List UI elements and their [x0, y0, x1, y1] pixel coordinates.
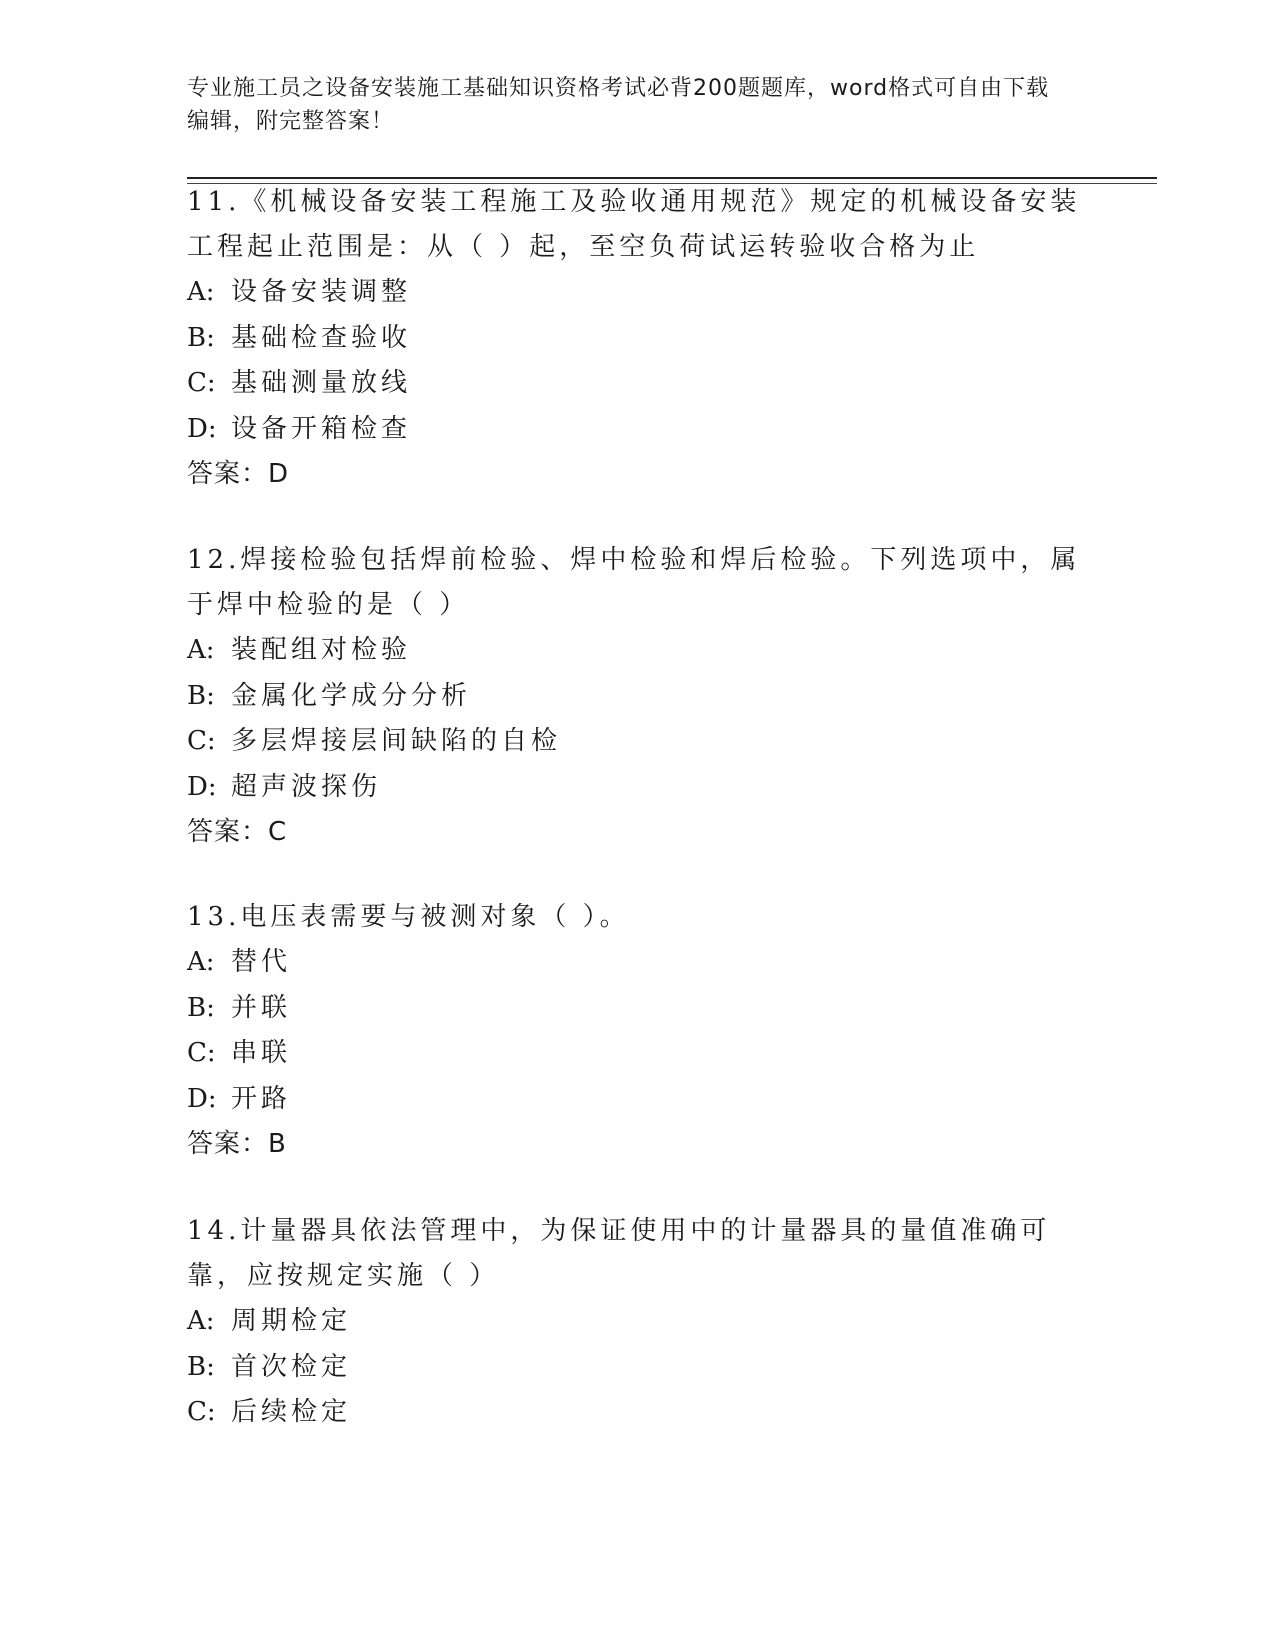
option-text: 并联 [231, 992, 292, 1023]
option-b [187, 674, 1087, 720]
option-d [187, 407, 1087, 453]
option-text: 基础测量放线 [231, 368, 412, 398]
option-text: 周期检定 [231, 1306, 352, 1336]
option-text: 替代 [231, 947, 292, 977]
header-divider-thick [187, 177, 1157, 179]
option-c [187, 361, 1087, 407]
question-text: 12.焊接检验包括焊前检验、焊中检验和焊后检验。下列选项中，属于焊中检验的是（ ） [187, 545, 1081, 620]
question-text: 13.电压表需要与被测对象（ ）。 [187, 902, 630, 932]
option-text: 装配组对检验 [231, 635, 412, 665]
question-text: 11.《机械设备安装工程施工及验收通用规范》规定的机械设备安装工程起止范围是：从（ ）起，至空负荷试运转验收合格为止 [187, 187, 1081, 262]
document-header: 专业施工员之设备安装施工基础知识资格考试必背200题题库，word格式可自由下载编辑，附完整答案！ [187, 76, 1050, 134]
option-letter: C: [187, 1397, 216, 1427]
question-11 [187, 180, 1087, 497]
option-c [187, 1390, 1087, 1436]
option-d [187, 1077, 1087, 1123]
question-14 [187, 1209, 1087, 1436]
option-letter: C: [187, 1038, 216, 1068]
option-text: 首次检定 [231, 1351, 352, 1382]
option-text: 基础检查验收 [231, 322, 412, 353]
answer-line: 答案：D [187, 459, 290, 489]
option-text: 设备开箱检查 [231, 413, 412, 444]
option-text: 多层焊接层间缺陷的自检 [231, 726, 562, 756]
option-b [187, 1345, 1087, 1391]
option-c [187, 719, 1087, 765]
answer-line: 答案：C [187, 817, 288, 847]
option-letter: A: [187, 947, 215, 977]
document-page [187, 0, 1157, 1650]
option-c [187, 1031, 1087, 1077]
option-d [187, 765, 1087, 811]
option-letter: A: [187, 277, 215, 307]
option-letter: D: [187, 1083, 217, 1114]
option-text: 串联 [231, 1038, 292, 1068]
option-a [187, 1299, 1087, 1345]
option-letter: B: [187, 1351, 215, 1382]
option-letter: C: [187, 726, 216, 756]
option-b [187, 316, 1087, 362]
option-letter: A: [187, 1306, 215, 1336]
option-text: 后续检定 [231, 1397, 352, 1427]
question-text: 14.计量器具依法管理中，为保证使用中的计量器具的量值准确可靠，应按规定实施（ ） [187, 1216, 1051, 1291]
option-letter: D: [187, 771, 217, 802]
option-letter: C: [187, 368, 216, 398]
option-letter: B: [187, 680, 215, 711]
option-a [187, 628, 1087, 674]
option-text: 开路 [231, 1083, 292, 1114]
option-a [187, 270, 1087, 316]
option-text: 超声波探伤 [231, 771, 382, 802]
option-text: 设备安装调整 [231, 277, 412, 307]
option-letter: B: [187, 992, 215, 1023]
option-letter: B: [187, 322, 215, 353]
option-text: 金属化学成分分析 [231, 680, 472, 711]
question-12 [187, 538, 1087, 855]
option-letter: A: [187, 635, 215, 665]
option-b [187, 986, 1087, 1032]
option-a [187, 940, 1087, 986]
option-letter: D: [187, 413, 217, 444]
answer-line: 答案：B [187, 1129, 287, 1159]
question-13 [187, 895, 1087, 1167]
